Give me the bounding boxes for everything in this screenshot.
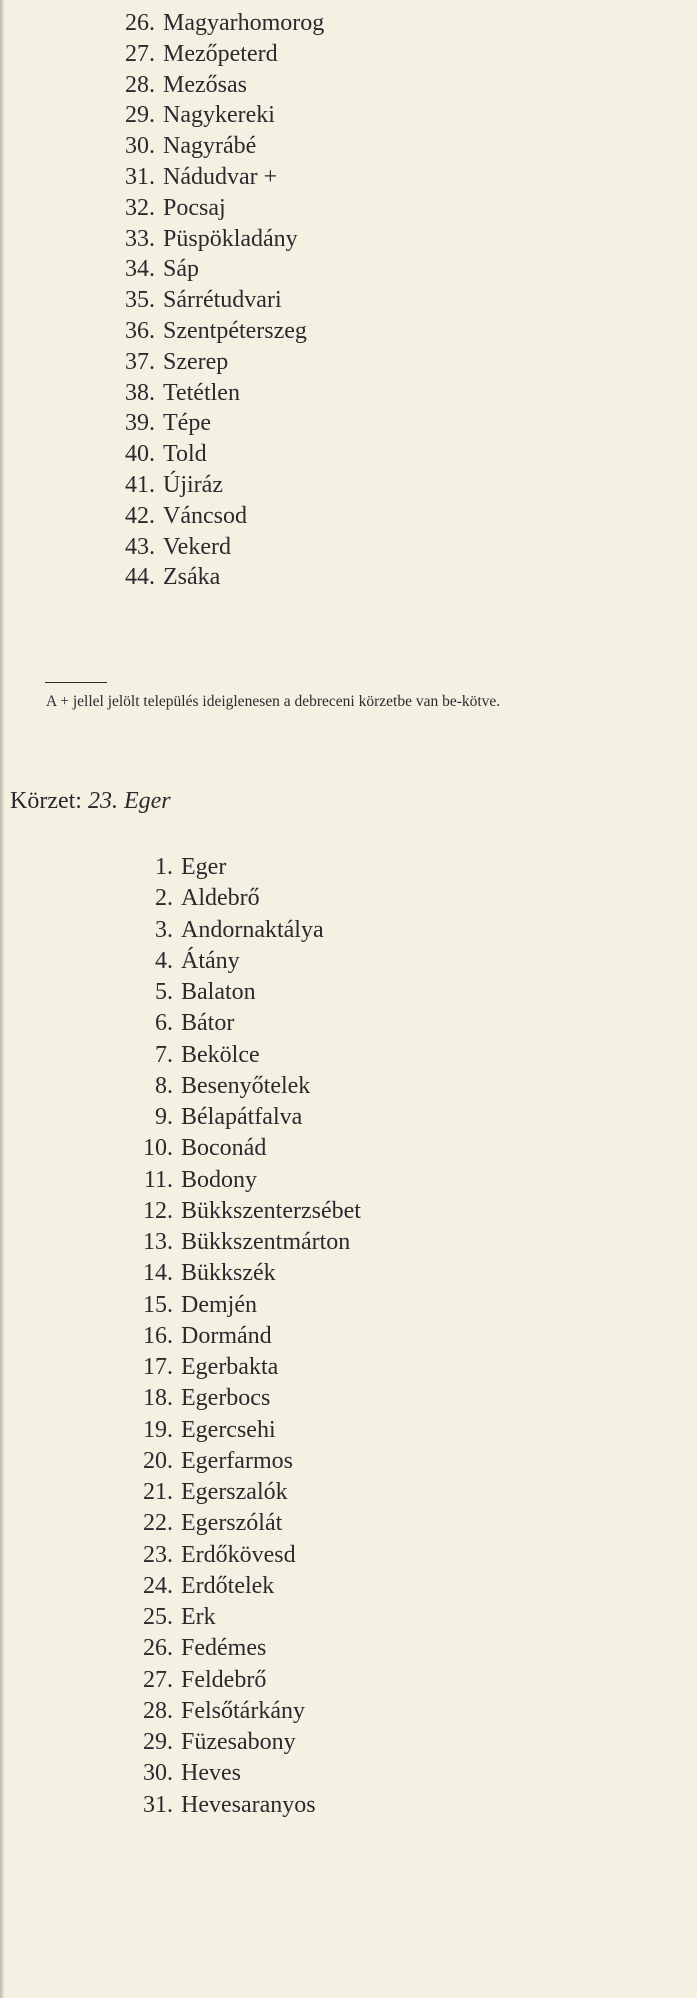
list-item (110, 883, 361, 914)
settlement-name: Andornaktálya (181, 916, 324, 943)
settlement-list-eger (110, 852, 361, 1821)
list-item (110, 224, 324, 255)
item-number: 10. (143, 1135, 173, 1162)
list-item (110, 70, 324, 101)
item-number: 15. (143, 1291, 173, 1318)
list-item (110, 1290, 361, 1321)
settlement-name: Boconád (181, 1135, 267, 1162)
list-item (110, 285, 324, 316)
item-number: 27. (125, 40, 155, 67)
list-item (110, 1102, 361, 1133)
settlement-name: Sáp (163, 256, 199, 283)
settlement-name: Füzesabony (181, 1729, 296, 1755)
footnote-rule (45, 682, 107, 683)
item-number: 41. (125, 471, 155, 498)
item-number: 17. (143, 1354, 173, 1380)
settlement-name: Heves (181, 1760, 241, 1787)
item-number: 29. (143, 1729, 173, 1755)
settlement-name: Bátor (181, 1010, 235, 1037)
item-number: 38. (125, 379, 155, 406)
item-number: 28. (143, 1697, 173, 1724)
item-number: 30. (125, 133, 155, 160)
list-item (110, 1352, 361, 1383)
item-number: 22. (143, 1510, 173, 1537)
settlement-name: Egerszólát (181, 1510, 283, 1537)
list-item (110, 1071, 361, 1102)
item-number: 7. (155, 1041, 173, 1068)
settlement-name: Bükkszenterzsébet (181, 1197, 361, 1224)
item-number: 31. (143, 1791, 173, 1818)
list-item (110, 1196, 361, 1227)
item-number: 18. (143, 1385, 173, 1412)
settlement-name: Egerszalók (181, 1479, 288, 1505)
settlement-name: Egercsehi (181, 1416, 276, 1443)
item-number: 8. (155, 1072, 173, 1099)
settlement-name: Bélapátfalva (181, 1104, 303, 1130)
item-number: 44. (125, 564, 155, 591)
list-item (110, 1008, 361, 1039)
settlement-name: Aldebrő (181, 885, 260, 912)
list-item (110, 470, 324, 501)
list-item (110, 1321, 361, 1352)
settlement-name: Egerbakta (181, 1354, 279, 1380)
settlement-name: Demjén (181, 1291, 257, 1318)
list-item (110, 1665, 361, 1696)
item-number: 1. (155, 854, 173, 880)
settlement-name: Tépe (163, 410, 211, 437)
list-item (110, 946, 361, 977)
settlement-name: Fedémes (181, 1635, 267, 1662)
item-number: 4. (155, 947, 173, 974)
list-item (110, 562, 324, 593)
item-number: 30. (143, 1760, 173, 1787)
list-item (110, 439, 324, 470)
settlement-name: Besenyőtelek (181, 1072, 311, 1099)
item-number: 14. (143, 1260, 173, 1287)
settlement-name: Szerep (163, 348, 229, 375)
item-number: 5. (155, 979, 173, 1005)
settlement-name: Eger (181, 854, 227, 880)
list-item (110, 1165, 361, 1196)
item-number: 36. (125, 317, 155, 344)
settlement-name: Mezőpeterd (163, 40, 278, 67)
list-item (110, 1602, 361, 1633)
list-item (110, 1446, 361, 1477)
list-item (110, 1415, 361, 1446)
list-item (110, 1727, 361, 1758)
settlement-name: Balaton (181, 979, 256, 1005)
item-number: 25. (143, 1604, 173, 1630)
settlement-name: Bodony (181, 1166, 258, 1193)
footnote-text: A + jellel jelölt település ideiglenesen a debreceni körzetbe van be-kötve. (46, 693, 501, 710)
item-number: 34. (125, 256, 155, 283)
list-item (110, 1696, 361, 1727)
list-item (110, 162, 324, 193)
settlement-name: Bekölce (181, 1041, 260, 1068)
settlement-name: Erk (181, 1604, 216, 1630)
list-item (110, 193, 324, 224)
list-item (110, 1477, 361, 1508)
settlement-name: Püspökladány (163, 225, 298, 252)
item-number: 2. (155, 885, 173, 912)
list-item (110, 1790, 361, 1821)
settlement-name: Nádudvar + (163, 163, 278, 190)
item-number: 13. (143, 1229, 173, 1255)
settlement-name: Nagykereki (163, 102, 275, 129)
settlement-name: Nagyrábé (163, 133, 257, 160)
list-item (110, 852, 361, 883)
list-item (110, 1508, 361, 1539)
list-item (110, 39, 324, 70)
list-item (110, 1227, 361, 1258)
list-item (110, 501, 324, 532)
settlement-name: Bükkszentmárton (181, 1229, 351, 1255)
settlement-name: Zsáka (163, 564, 221, 591)
list-item (110, 1383, 361, 1414)
item-number: 24. (143, 1572, 173, 1599)
list-item (110, 1540, 361, 1571)
settlement-name: Hevesaranyos (181, 1791, 316, 1818)
settlement-name: Átány (181, 947, 240, 974)
list-item (110, 378, 324, 409)
list-item (110, 1258, 361, 1289)
item-number: 19. (143, 1416, 173, 1443)
settlement-name: Vekerd (163, 533, 231, 560)
item-number: 26. (125, 10, 155, 36)
list-item (110, 408, 324, 439)
item-number: 42. (125, 502, 155, 529)
item-number: 20. (143, 1447, 173, 1474)
item-number: 29. (125, 102, 155, 129)
list-item (110, 254, 324, 285)
item-number: 40. (125, 441, 155, 468)
district-label: Körzet: (10, 788, 82, 814)
item-number: 35. (125, 287, 155, 314)
settlement-name: Pocsaj (163, 194, 226, 221)
district-value: 23. Eger (87, 788, 171, 814)
list-item (110, 8, 324, 39)
list-item (110, 1571, 361, 1602)
item-number: 9. (155, 1104, 173, 1130)
settlement-name: Magyarhomorog (163, 10, 325, 36)
settlement-name: Erdőtelek (181, 1572, 275, 1599)
item-number: 33. (125, 225, 155, 252)
settlement-name: Felsőtárkány (181, 1697, 305, 1724)
list-item (110, 1133, 361, 1164)
list-item (110, 347, 324, 378)
settlement-name: Újiráz (163, 471, 223, 498)
list-item (110, 100, 324, 131)
item-number: 6. (155, 1010, 173, 1037)
settlement-name: Szentpéterszeg (163, 317, 307, 344)
item-number: 3. (155, 916, 173, 943)
settlement-name: Mezősas (163, 71, 247, 98)
list-item (110, 1633, 361, 1664)
settlement-name: Váncsod (163, 502, 247, 529)
list-item (110, 915, 361, 946)
settlement-name: Dormánd (181, 1322, 272, 1349)
list-item (110, 532, 324, 563)
item-number: 26. (143, 1635, 173, 1662)
item-number: 31. (125, 163, 155, 190)
item-number: 16. (143, 1322, 173, 1349)
item-number: 43. (125, 533, 155, 560)
item-number: 23. (143, 1541, 173, 1568)
item-number: 39. (125, 410, 155, 437)
list-item (110, 1758, 361, 1789)
settlement-name: Told (163, 441, 207, 468)
settlement-name: Sárrétudvari (163, 287, 282, 314)
item-number: 27. (143, 1666, 173, 1693)
settlement-name: Feldebrő (181, 1666, 267, 1693)
item-number: 12. (143, 1197, 173, 1224)
page-edge-shadow (0, 0, 4, 1998)
item-number: 11. (143, 1166, 173, 1193)
list-item (110, 131, 324, 162)
item-number: 21. (143, 1479, 173, 1505)
item-number: 28. (125, 71, 155, 98)
footnote (14, 690, 684, 713)
settlement-name: Egerfarmos (181, 1447, 293, 1474)
item-number: 37. (125, 348, 155, 375)
settlement-name: Bükkszék (181, 1260, 276, 1287)
list-item (110, 316, 324, 347)
district-heading (10, 786, 171, 816)
list-item (110, 977, 361, 1008)
settlement-name: Egerbocs (181, 1385, 271, 1412)
settlement-name: Tetétlen (163, 379, 240, 406)
settlement-name: Erdőkövesd (181, 1541, 296, 1568)
settlement-list-continued (110, 8, 324, 593)
item-number: 32. (125, 194, 155, 221)
list-item (110, 1040, 361, 1071)
